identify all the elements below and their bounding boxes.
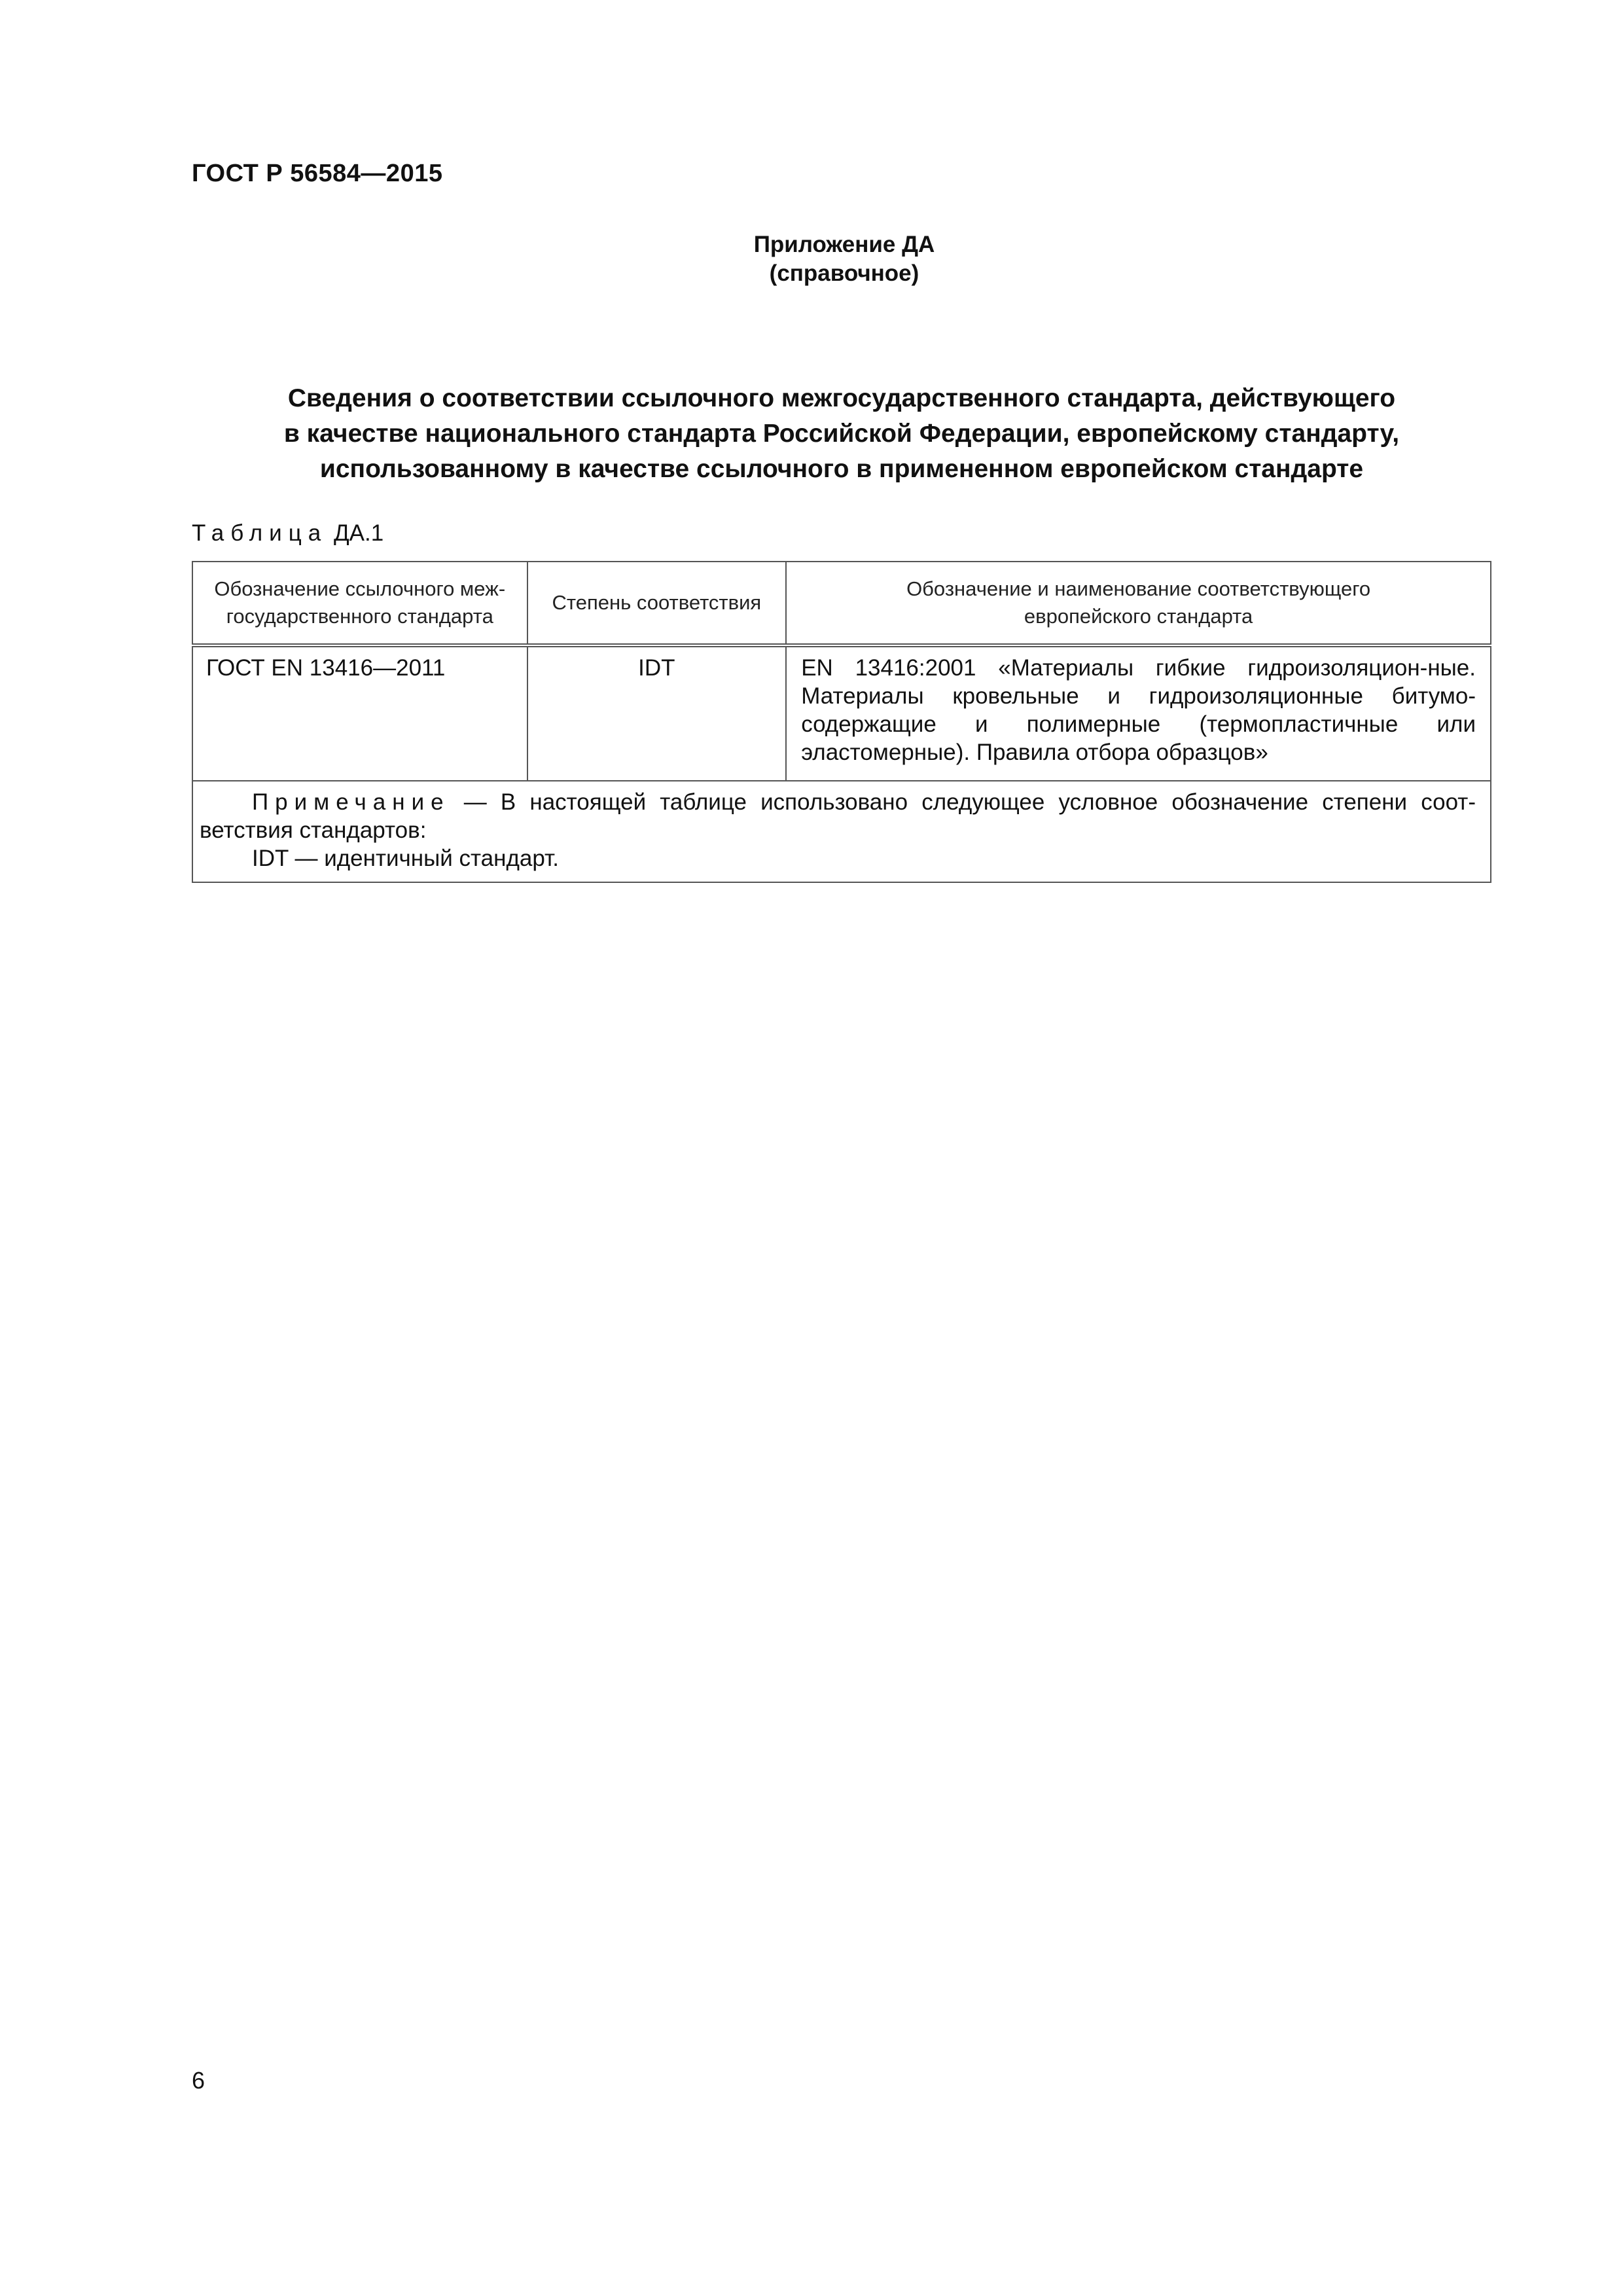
page-number: 6 — [192, 2067, 205, 2094]
annex-title: Приложение ДА — [753, 232, 935, 257]
document-code: ГОСТ Р 56584—2015 — [192, 160, 443, 187]
section-heading — [192, 381, 1491, 487]
note-line-3: IDT — идентичный стандарт. — [252, 846, 559, 871]
cell-interstate-standard: ГОСТ EN 13416—2011 — [192, 645, 527, 781]
table-row — [192, 645, 1491, 781]
column-header-european-standard: Обозначение и наименование соответствующего европейского стандарта — [786, 562, 1491, 645]
cell-degree: IDT — [527, 645, 787, 781]
correspondence-table — [192, 561, 1491, 883]
heading-line-3: использованному в качестве ссылочного в примененном европейском стандарте — [319, 455, 1364, 483]
note-line-1 — [200, 788, 1476, 816]
column-header-interstate-standard: Обозначение ссылочного меж- государственного стандарта — [192, 562, 527, 645]
note-line-2: ветствия стандартов: — [200, 817, 427, 843]
cell-european-standard: EN 13416:2001 «Материалы гибкие гидроизоляцион-ные. Материалы кровельные и гидроизоляционные битумо-содержащие и полимерные (термопластичные или эластомерные). Правила отбора образцов» — [786, 645, 1491, 781]
column-header-degree: Степень соответствия — [527, 562, 787, 645]
table-header-row — [192, 562, 1491, 645]
heading-line-1: Сведения о соответствии ссылочного межгосударственного стандарта, действующего — [287, 384, 1396, 412]
note-text-1: — В настоящей таблице использовано следующее условное обозначение степени соот- — [450, 789, 1476, 815]
table-note — [192, 781, 1491, 882]
heading-line-2: в качестве национального стандарта Российской Федерации, европейскому стандарту, — [283, 420, 1400, 448]
table-note-row — [192, 781, 1491, 882]
table-caption-word: Таблица — [192, 520, 328, 546]
note-label: Примечание — [252, 789, 450, 815]
annex-subtitle: (справочное) — [769, 260, 919, 286]
table-caption — [192, 520, 383, 547]
table-caption-number: ДА.1 — [333, 520, 384, 546]
